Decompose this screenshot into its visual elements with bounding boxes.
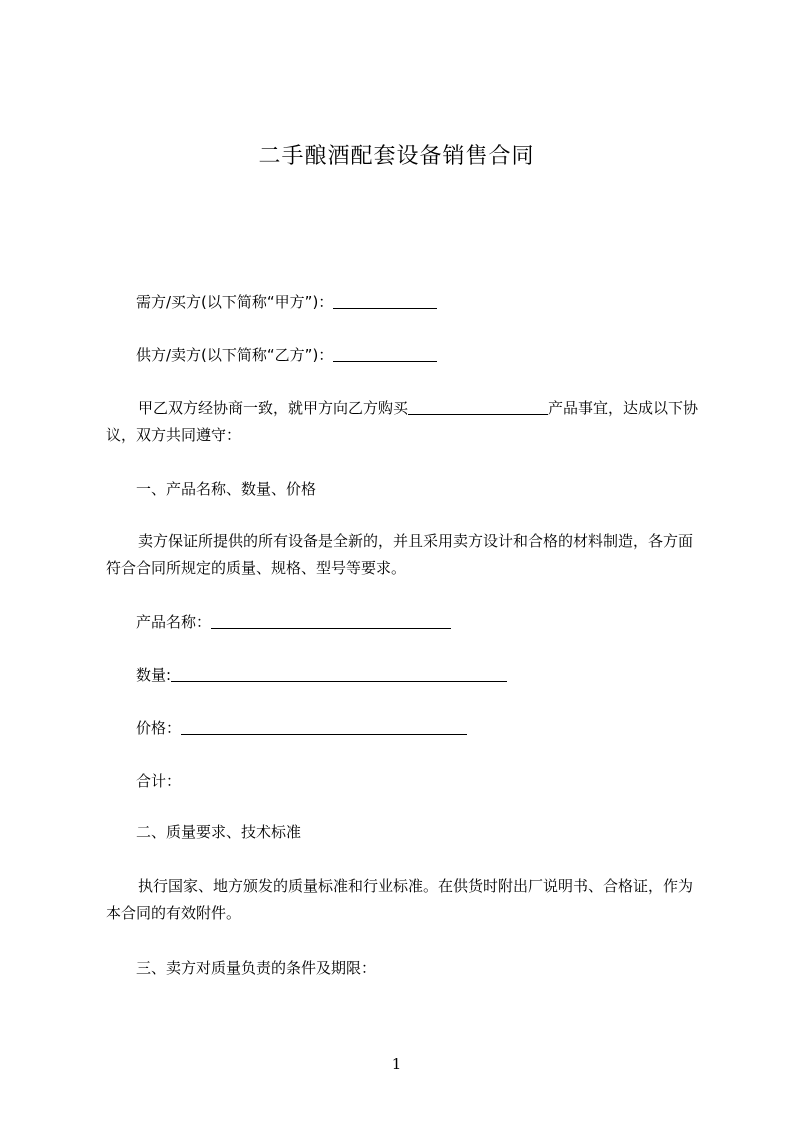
document-title: 二手酿酒配套设备销售合同: [258, 144, 535, 169]
quantity-line: [136, 665, 507, 685]
intro-text-pre: 甲乙双方经协商一致，就甲方向乙方购买: [138, 399, 409, 417]
buyer-blank: [333, 294, 437, 309]
price-line: [136, 718, 467, 738]
quantity-label: 数量:: [136, 666, 172, 684]
section-1-paragraph: [106, 528, 706, 582]
product-name-line: [136, 612, 451, 632]
quantity-blank: [171, 667, 507, 682]
section-1-heading: 一、产品名称、数量、价格: [136, 480, 317, 498]
intro-paragraph: [106, 395, 706, 449]
seller-blank: [333, 347, 437, 362]
seller-label: 供方/卖方(以下简称“乙方”)：: [136, 346, 334, 364]
buyer-line: [136, 292, 437, 312]
section-2-body: 执行国家、地方颁发的质量标准和行业标准。在供货时附出厂说明书、合格证，作为本合同的有效附件。: [106, 877, 694, 922]
purchase-product-blank: [408, 400, 548, 415]
section-1-body: 卖方保证所提供的所有设备是全新的，并且采用卖方设计和合格的材料制造，各方面符合合同所规定的质量、规格、型号等要求。: [106, 532, 694, 577]
seller-line: [136, 345, 437, 365]
price-label: 价格：: [136, 719, 182, 737]
section-2-paragraph: [106, 873, 706, 927]
product-name-blank: [211, 614, 451, 629]
price-blank: [181, 720, 467, 735]
intro-text-post: 产品事宜，达成以下协议，双方共同遵守：: [106, 399, 699, 444]
section-3-heading: 三、卖方对质量负责的条件及期限：: [136, 959, 377, 977]
page-number: 1: [391, 1055, 402, 1073]
section-2-heading: 二、质量要求、技术标准: [136, 823, 302, 841]
buyer-label: 需方/买方(以下简称“甲方”)：: [136, 293, 334, 311]
product-name-label: 产品名称：: [136, 613, 212, 631]
total-line: 合计：: [136, 772, 182, 790]
